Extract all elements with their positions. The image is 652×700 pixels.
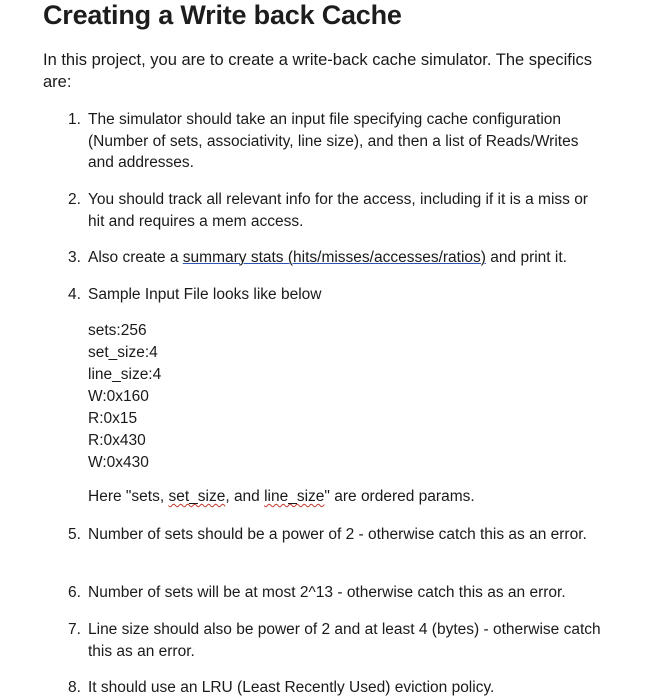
params-note — [88, 486, 475, 508]
list-item — [68, 247, 628, 269]
list-item-text: It should use an LRU (Least Recently Used) eviction policy. — [88, 679, 495, 696]
sample-line: R:0x15 — [88, 410, 138, 427]
list-item-number: 4. — [68, 286, 81, 303]
list-item — [68, 109, 628, 174]
list-item-text: Line size should also be power of 2 and at least 4 (bytes) - otherwise catch this as an error. — [88, 621, 601, 660]
list-item-text-post: and print it. — [485, 249, 567, 266]
params-note-pre: Here "sets, — [88, 488, 169, 505]
sample-line: W:0x430 — [88, 454, 149, 471]
sample-line: R:0x430 — [88, 432, 146, 449]
sample-line: set_size:4 — [88, 344, 158, 361]
list-item-number: 8. — [68, 679, 81, 696]
list-item-text: The simulator should take an input file specifying cache configuration (Number of sets, associativity, line size), and then a list of Reads/Writes and addresses. — [88, 111, 579, 171]
list-item-text — [88, 247, 608, 269]
sample-line: line_size:4 — [88, 366, 162, 383]
page-title: Creating a Write back Cache — [43, 0, 402, 30]
list-item — [68, 619, 628, 662]
intro-paragraph: In this project, you are to create a write-back cache simulator. The specifics are: — [43, 51, 593, 91]
list-item — [68, 189, 628, 232]
params-note-mid: , and — [225, 488, 265, 505]
list-item-number: 6. — [68, 584, 81, 601]
list-item-text: Sample Input File looks like below — [88, 286, 322, 303]
sample-line: sets:256 — [88, 322, 147, 339]
list-item — [68, 582, 628, 604]
param-line-size: line_size — [264, 488, 325, 505]
list-item-text: Number of sets should be a power of 2 - otherwise catch this as an error. — [88, 526, 587, 543]
list-item — [68, 677, 628, 699]
list-item-number: 5. — [68, 526, 81, 543]
list-item — [68, 524, 628, 546]
summary-stats-link[interactable]: summary stats (hits/misses/accesses/ratios) — [182, 249, 486, 266]
list-item-text: Number of sets will be at most 2^13 - otherwise catch this as an error. — [88, 584, 566, 601]
sample-line: W:0x160 — [88, 388, 149, 405]
list-item-number: 7. — [68, 621, 81, 638]
param-set-size: set_size — [168, 488, 226, 505]
list-item-text: You should track all relevant info for the access, including if it is a miss or hit and requires a mem access. — [88, 191, 588, 230]
list-item-text-pre: Also create a — [88, 249, 183, 266]
list-item-number: 3. — [68, 249, 81, 266]
list-item-number: 2. — [68, 191, 81, 208]
list-item — [68, 284, 628, 306]
list-item-number: 1. — [68, 111, 81, 128]
params-note-post: " are ordered params. — [324, 488, 475, 505]
